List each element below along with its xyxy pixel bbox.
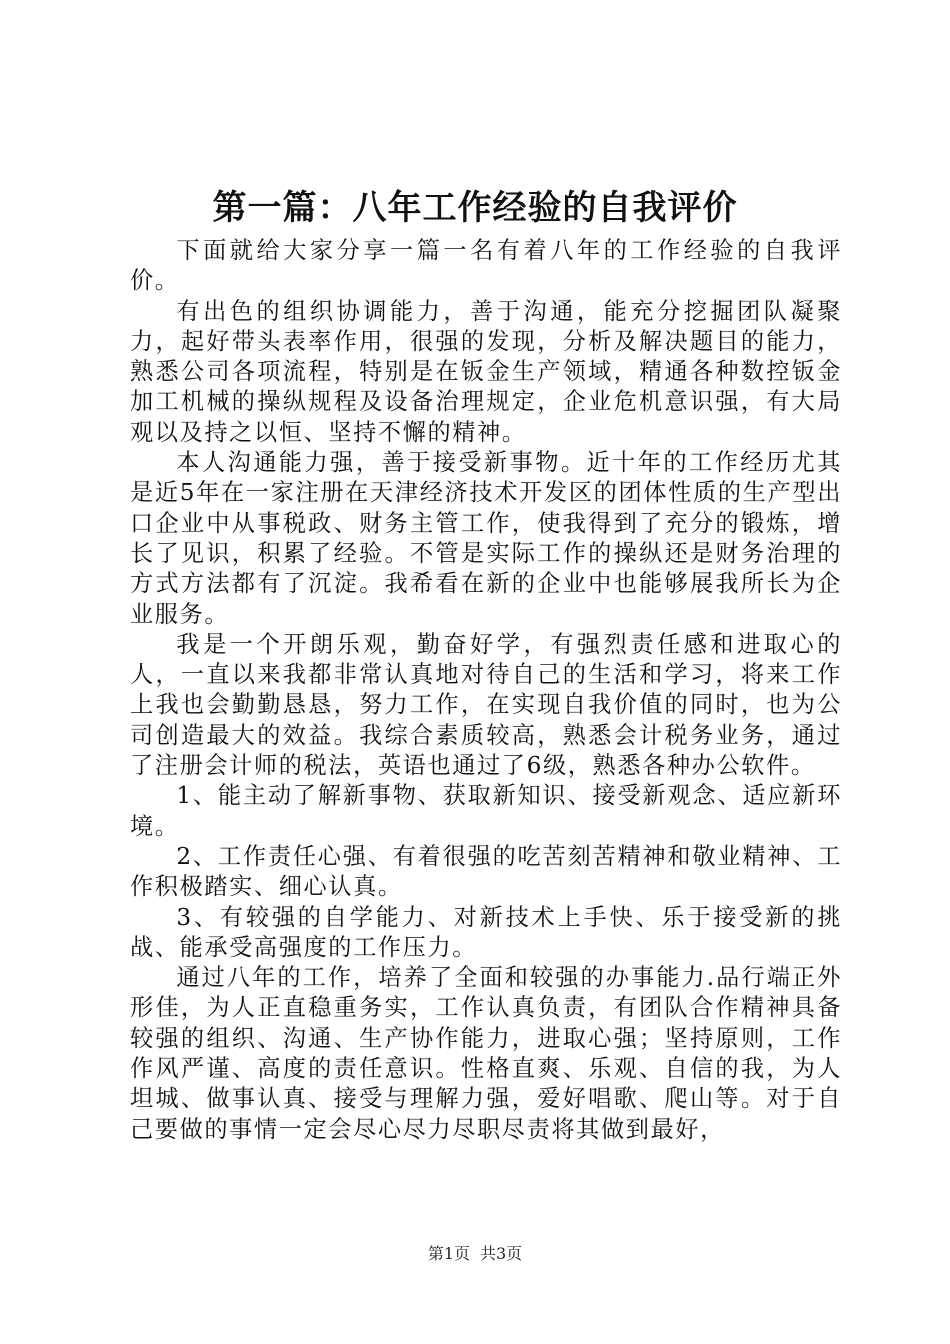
- document-title: 第一篇：八年工作经验的自我评价: [212, 188, 738, 228]
- page-number: 第1页: [427, 1244, 470, 1263]
- paragraph-experience: 本人沟通能力强，善于接受新事物。近十年的工作经历尤其是近5年在一家注册在天津经济技术开发区的团体性质的生产型出口企业中从事税政、财务主管工作，使我得到了充分的锻炼，增长了见识，积累了经验。不管是实际工作的操纵还是财务治理的方式方法都有了沉淀。我希看在新的企业中也能够展我所长为企业服务。: [130, 449, 842, 628]
- page-total: 共3页: [480, 1244, 523, 1263]
- paragraph-summary: 通过八年的工作，培养了全面和较强的办事能力.品行端正外形佳，为人正直稳重务实，工作认真负责，有团队合作精神具备较强的组织、沟通、生产协作能力，进取心强；坚持原则，工作作风严谨、高度的责任意识。性格直爽、乐观、自信的我，为人坦城、做事认真、接受与理解力强，爱好唱歌、爬山等。对于自己要做的事情一定会尽心尽力尽职尽责将其做到最好，: [130, 964, 842, 1143]
- list-item-2: 2、工作责任心强、有着很强的吃苦刻苦精神和敬业精神、工作积极踏实、细心认真。: [130, 842, 842, 901]
- paragraph-intro: 下面就给大家分享一篇一名有着八年的工作经验的自我评价。: [130, 237, 842, 295]
- list-item-3: 3、有较强的自学能力、对新技术上手快、乐于接受新的挑战、能承受高强度的工作压力。: [130, 903, 842, 961]
- paragraph-abilities: 有出色的组织协调能力，善于沟通，能充分挖掘团队凝聚力，起好带头表率作用，很强的发现，分析及解决题目的能力，熟悉公司各项流程，特别是在钣金生产领域，精通各种数控钣金加工机械的操纵规程及设备治理规定，企业危机意识强，有大局观以及持之以恒、坚持不懈的精神。: [130, 297, 842, 446]
- page-footer: [0, 1243, 950, 1265]
- paragraph-personality: 我是一个开朗乐观，勤奋好学，有强烈责任感和进取心的人，一直以来我都非常认真地对待自己的生活和学习，将来工作上我也会勤勤恳恳，努力工作，在实现自我价值的同时，也为公司创造最大的效益。我综合素质较高，熟悉会计税务业务，通过了注册会计师的税法，英语也通过了6级，熟悉各种办公软件。: [130, 630, 842, 780]
- list-item-1: 1、能主动了解新事物、获取新知识、接受新观念、适应新环境。: [130, 782, 842, 840]
- document-body: [130, 236, 842, 1145]
